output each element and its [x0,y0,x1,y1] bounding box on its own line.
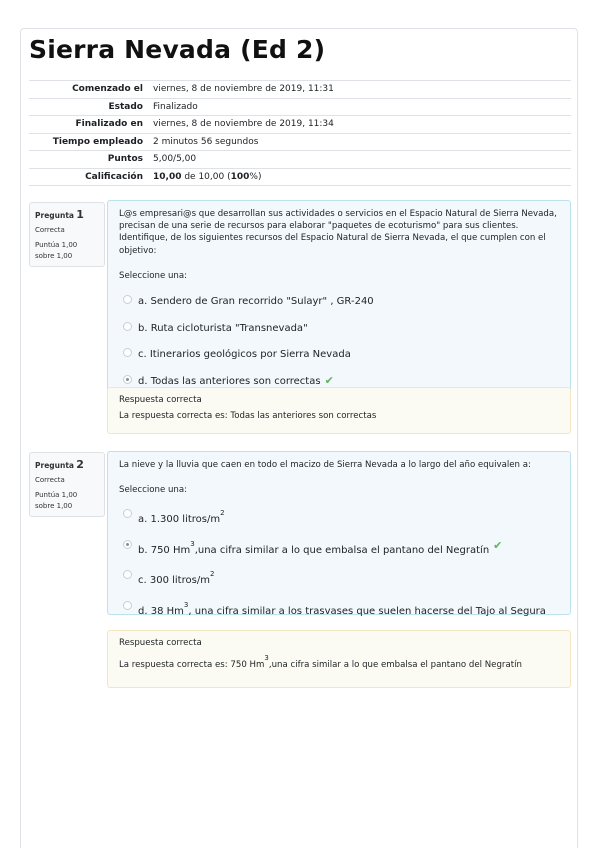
option-label: b. Ruta cicloturista "Transnevada" [138,322,308,334]
check-icon: ✔ [493,538,503,552]
answer-option-c[interactable] [119,341,560,368]
summary-value: 2 minutos 56 segundos [153,136,259,147]
summary-row-marks [29,151,571,169]
answer-options [119,288,560,394]
summary-label: Estado [108,101,143,112]
question-content-2 [107,451,571,615]
radio-button[interactable] [123,322,132,331]
summary-label: Finalizado en [75,119,143,130]
summary-value: viernes, 8 de noviembre de 2019, 11:34 [153,119,334,130]
option-label: a. Sendero de Gran recorrido "Sulayr" , GR-240 [138,296,374,308]
question-info-1 [29,202,105,267]
summary-row-completed [29,116,571,134]
answer-option-a[interactable] [119,288,560,315]
radio-button[interactable] [123,601,132,610]
answer-prompt: Seleccione una: [119,270,188,281]
summary-label: Tiempo empleado [52,136,143,147]
question-text: L@s empresari@s que desarrollan sus actividades o servicios en el Espacio Natural de Sierra Nevada, precisan de una serie de recursos para elaborar "paquetes de ecoturismo" para sus clientes. Identifique, de los siguientes recursos del Espacio Natural de Sierra Nevada, el que cumplen con el objetivo: [119,209,557,256]
summary-label: Calificación [85,171,143,182]
question-grade-max: sobre 1,00 [35,501,73,510]
grade-of: de 10,00 ( [184,171,231,182]
summary-row-state [29,98,571,116]
question-label: Pregunta [35,461,74,470]
answer-option-a[interactable] [119,502,560,533]
grade-percent: 100 [230,171,250,182]
radio-button[interactable] [123,295,132,304]
summary-label: Comenzado el [72,84,143,95]
question-label: Pregunta [35,211,74,220]
radio-button-selected[interactable] [123,540,132,549]
feedback-panel-1 [107,387,571,434]
question-grade-max: sobre 1,00 [35,251,73,260]
question-grade: Puntúa 1,00 [35,241,78,249]
question-text: La nieve y la lluvia que caen en todo el macizo de Sierra Nevada a lo largo del año equivalen a: [119,460,531,470]
question-info-2 [29,452,105,517]
radio-button[interactable] [123,570,132,579]
option-label: c. Itinerarios geológicos por Sierra Nevada [138,349,351,361]
question-state: Correcta [35,475,65,484]
radio-button-selected[interactable] [123,375,132,384]
summary-label: Puntos [107,154,143,165]
option-label: c. 300 litros/$m^2$ [138,570,215,587]
option-label: a. 1.300 litros/$m^2$ [138,509,225,526]
summary-value: viernes, 8 de noviembre de 2019, 11:31 [153,84,334,95]
question-number: 1 [76,208,84,221]
feedback-status: Respuesta correcta [119,395,202,405]
radio-button[interactable] [123,509,132,518]
answer-option-b[interactable] [119,533,560,564]
answer-option-d[interactable] [119,594,560,625]
question-content-1 [107,200,571,400]
quiz-review-page [20,28,578,848]
question-number: 2 [76,458,84,471]
grade-score: 10,00 [153,171,182,182]
summary-value [151,168,571,186]
option-label: b. 750 Hm$^3$,una cifra similar a lo que embalsa el pantano del Negratín [138,539,490,556]
feedback-text: La respuesta correcta es: Todas las anteriores son correctas [119,411,377,422]
summary-row-time [29,133,571,151]
attempt-summary-table [29,80,571,186]
radio-button[interactable] [123,348,132,357]
option-label: d. 38 Hm$^3$, una cifra similar a los trasvases que suelen hacerse del Tajo al Segura [138,600,546,617]
feedback-status: Respuesta correcta [119,638,202,648]
summary-row-grade [29,168,571,186]
feedback-panel-2 [107,630,571,688]
answer-prompt: Seleccione una: [119,485,188,496]
grade-percent-suffix: %) [249,171,262,182]
summary-value: Finalizado [153,101,198,112]
feedback-text: La respuesta correcta es: 750 Hm$^3$,una cifra similar a lo que embalsa el pantano del Negratín [119,654,522,671]
summary-row-started [29,81,571,99]
summary-value: 5,00/5,00 [153,154,197,165]
answer-option-b[interactable] [119,315,560,342]
answer-option-c[interactable] [119,563,560,594]
question-grade: Puntúa 1,00 [35,491,78,499]
answer-options [119,502,560,624]
check-icon: ✔ [324,373,334,387]
question-state: Correcta [35,225,65,234]
page-title: Sierra Nevada (Ed 2) [29,35,326,64]
option-label: d. Todas las anteriores son correctas [138,375,321,387]
